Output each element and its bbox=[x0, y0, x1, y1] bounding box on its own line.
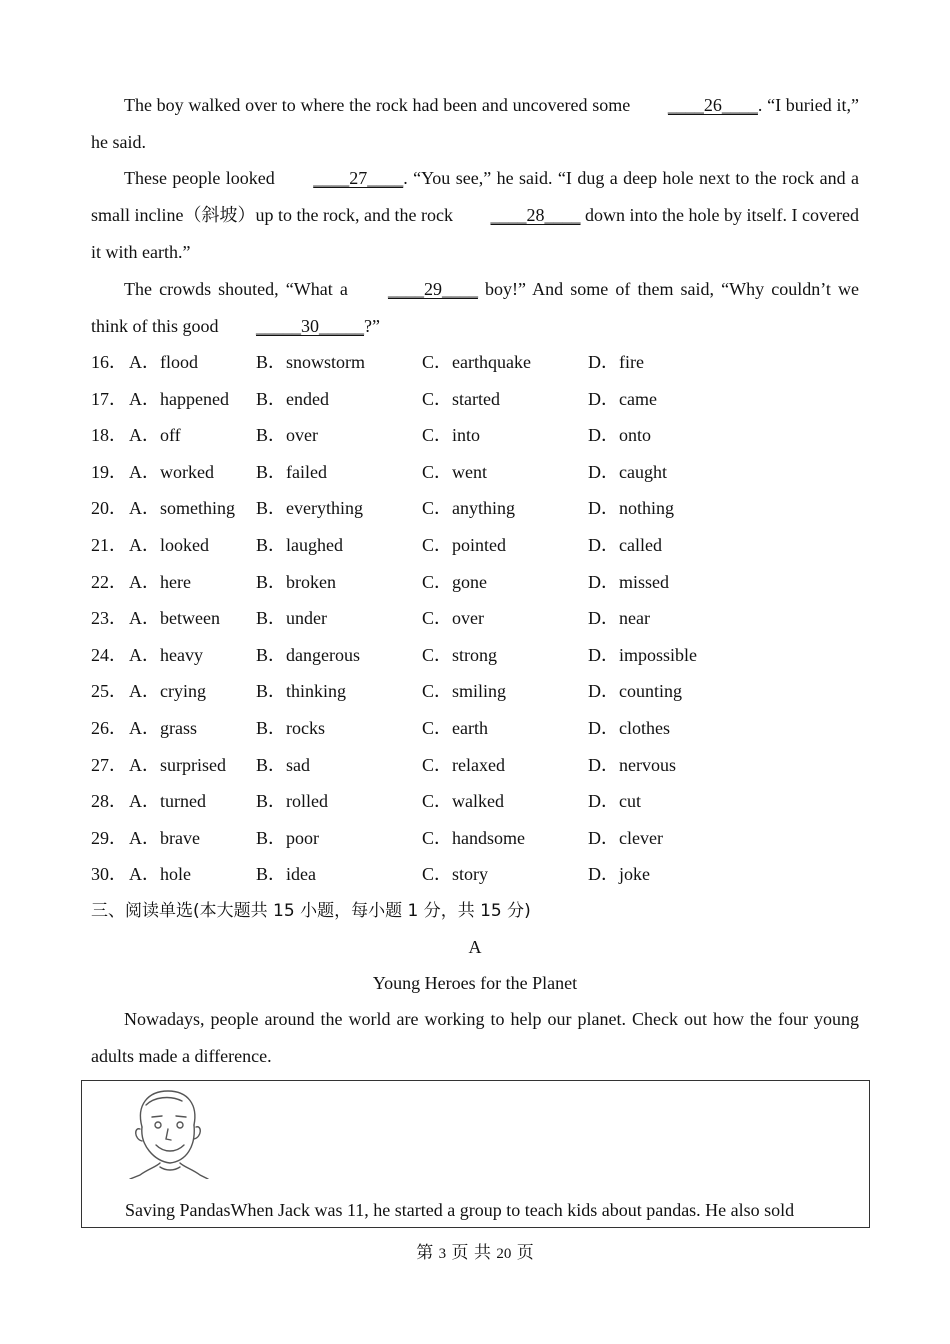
question-options-row bbox=[91, 381, 871, 417]
option-d: D．called bbox=[588, 535, 662, 555]
question-number: 17． bbox=[91, 388, 127, 409]
option-d: D．caught bbox=[588, 461, 667, 482]
option-a: A．happened bbox=[129, 388, 229, 409]
question-number: 20． bbox=[91, 498, 127, 519]
passage-text: down into the hole by itself. I covered it with earth.” bbox=[91, 205, 859, 262]
passage-text: The boy walked over to where the rock had been and uncovered some bbox=[124, 95, 635, 115]
option-b: B．rolled bbox=[256, 791, 328, 812]
option-a: A．flood bbox=[129, 352, 198, 372]
question-options-row bbox=[91, 600, 871, 636]
option-a: A．turned bbox=[129, 791, 206, 812]
option-a: A．looked bbox=[129, 535, 209, 555]
footer-label: 第 bbox=[416, 1243, 434, 1263]
option-a: A．grass bbox=[129, 718, 197, 738]
question-options-row bbox=[91, 747, 871, 783]
question-number: 27． bbox=[91, 754, 127, 775]
question-options-row bbox=[91, 710, 871, 746]
question-number: 23． bbox=[91, 608, 127, 629]
option-c: C．smiling bbox=[422, 681, 507, 702]
option-b: B．idea bbox=[256, 864, 316, 885]
passage-title: Young Heroes for the Planet bbox=[372, 973, 578, 993]
option-d: D．nothing bbox=[588, 498, 675, 519]
option-b: B．under bbox=[256, 608, 327, 629]
section-intro: Nowadays, people around the world are working to help our planet. Check out how the four young adults made a difference. bbox=[91, 1009, 859, 1066]
option-a: A．off bbox=[129, 425, 181, 446]
option-b: B．broken bbox=[256, 571, 336, 592]
option-b: B．laughed bbox=[256, 535, 343, 555]
option-b: B．ended bbox=[256, 388, 329, 409]
passage-text: boy!” And some of them said, “Why couldn’t we think of this good bbox=[91, 279, 859, 336]
blank-30: _____30_____ bbox=[256, 316, 365, 336]
option-c: C．into bbox=[422, 425, 481, 446]
option-c: C．earthquake bbox=[422, 352, 531, 372]
option-a: A．between bbox=[129, 608, 220, 629]
blank-29: ____29____ bbox=[387, 279, 478, 299]
option-d: D．cut bbox=[588, 791, 641, 812]
blank-27: ____27____ bbox=[313, 168, 404, 188]
option-c: C．over bbox=[422, 608, 484, 629]
option-c: C．relaxed bbox=[422, 754, 505, 775]
option-c: C．earth bbox=[422, 718, 488, 738]
option-b: B．everything bbox=[256, 498, 363, 519]
option-c: C．handsome bbox=[422, 827, 525, 848]
option-b: B．thinking bbox=[256, 681, 347, 702]
passage-text: The crowds shouted, “What a bbox=[124, 279, 355, 299]
option-d: D．near bbox=[588, 608, 650, 629]
option-c: C．walked bbox=[422, 791, 504, 812]
option-d: D．onto bbox=[588, 425, 651, 446]
option-b: B．sad bbox=[256, 754, 310, 775]
option-b: B．rocks bbox=[256, 718, 325, 738]
question-options-row bbox=[91, 454, 871, 490]
option-a: A．here bbox=[129, 571, 191, 592]
question-options-row bbox=[91, 564, 871, 600]
option-a: A．worked bbox=[129, 461, 214, 482]
option-c: C．story bbox=[422, 864, 489, 885]
option-a: A．heavy bbox=[129, 644, 203, 665]
question-number: 16． bbox=[91, 352, 127, 372]
option-d: D．clothes bbox=[588, 718, 670, 738]
option-b: B．over bbox=[256, 425, 318, 446]
passage-text: . “I buried it,” he said. bbox=[91, 95, 859, 152]
option-c: C．pointed bbox=[422, 535, 506, 555]
question-options-row bbox=[91, 856, 871, 892]
passage-text: These people looked bbox=[124, 168, 281, 188]
passage-paragraph-2 bbox=[91, 160, 859, 271]
option-b: B．failed bbox=[256, 461, 327, 482]
option-d: D．missed bbox=[588, 571, 669, 592]
option-d: D．counting bbox=[588, 681, 682, 702]
question-options-row bbox=[91, 673, 871, 709]
question-options-row bbox=[91, 820, 871, 856]
total-pages: 20 bbox=[496, 1246, 512, 1262]
question-number: 30． bbox=[91, 864, 127, 885]
option-b: B．dangerous bbox=[256, 644, 360, 665]
section-heading: 三、阅读单选(本大题共 15 小题，每小题 1 分，共 15 分) bbox=[91, 901, 531, 921]
option-c: C．started bbox=[422, 388, 500, 409]
option-c: C．gone bbox=[422, 571, 487, 592]
footer-label: 页 共 bbox=[451, 1243, 491, 1263]
page-footer bbox=[0, 1240, 950, 1267]
question-options-row bbox=[91, 490, 871, 526]
option-a: A．crying bbox=[129, 681, 206, 702]
option-b: B．poor bbox=[256, 827, 319, 848]
option-d: D．fire bbox=[588, 352, 644, 372]
question-number: 25． bbox=[91, 681, 127, 702]
option-c: C．went bbox=[422, 461, 487, 482]
question-number: 28． bbox=[91, 791, 127, 812]
blank-28: ____28____ bbox=[490, 205, 581, 225]
option-d: D．joke bbox=[588, 864, 650, 885]
question-number: 26． bbox=[91, 718, 127, 738]
option-c: C．anything bbox=[422, 498, 515, 519]
info-box bbox=[81, 1080, 870, 1228]
question-number: 18． bbox=[91, 425, 127, 446]
question-number: 21． bbox=[91, 535, 127, 555]
blank-26: ____26____ bbox=[667, 95, 758, 115]
passage-letter: A bbox=[468, 937, 482, 957]
footer-label: 页 bbox=[516, 1243, 534, 1263]
option-a: A．something bbox=[129, 498, 235, 519]
question-options-row bbox=[91, 527, 871, 563]
question-options-row bbox=[91, 637, 871, 673]
option-d: D．clever bbox=[588, 827, 663, 848]
option-d: D．impossible bbox=[588, 644, 698, 665]
page-number: 3 bbox=[438, 1246, 447, 1262]
option-d: D．nervous bbox=[588, 754, 676, 775]
question-number: 22． bbox=[91, 571, 127, 592]
option-b: B．snowstorm bbox=[256, 352, 366, 372]
passage-paragraph-3 bbox=[91, 271, 859, 345]
option-a: A．hole bbox=[129, 864, 191, 885]
box-text: Saving PandasWhen Jack was 11, he started a group to teach kids about pandas. He also sold bbox=[125, 1200, 795, 1220]
question-number: 19． bbox=[91, 461, 127, 482]
option-c: C．strong bbox=[422, 644, 498, 665]
boy-face-illustration bbox=[126, 1085, 214, 1179]
question-number: 29． bbox=[91, 827, 127, 848]
question-options-row bbox=[91, 417, 871, 453]
question-options-row bbox=[91, 344, 871, 380]
passage-text: ?” bbox=[364, 316, 380, 336]
option-d: D．came bbox=[588, 388, 657, 409]
option-a: A．brave bbox=[129, 827, 200, 848]
option-a: A．surprised bbox=[129, 754, 226, 775]
passage-paragraph-1 bbox=[91, 87, 859, 161]
question-number: 24． bbox=[91, 644, 127, 665]
question-options-row bbox=[91, 783, 871, 819]
passage-text: . “You see,” he said. “I dug a deep hole next to the rock and a small incline（斜坡）up to the rock, and the rock bbox=[91, 168, 859, 225]
